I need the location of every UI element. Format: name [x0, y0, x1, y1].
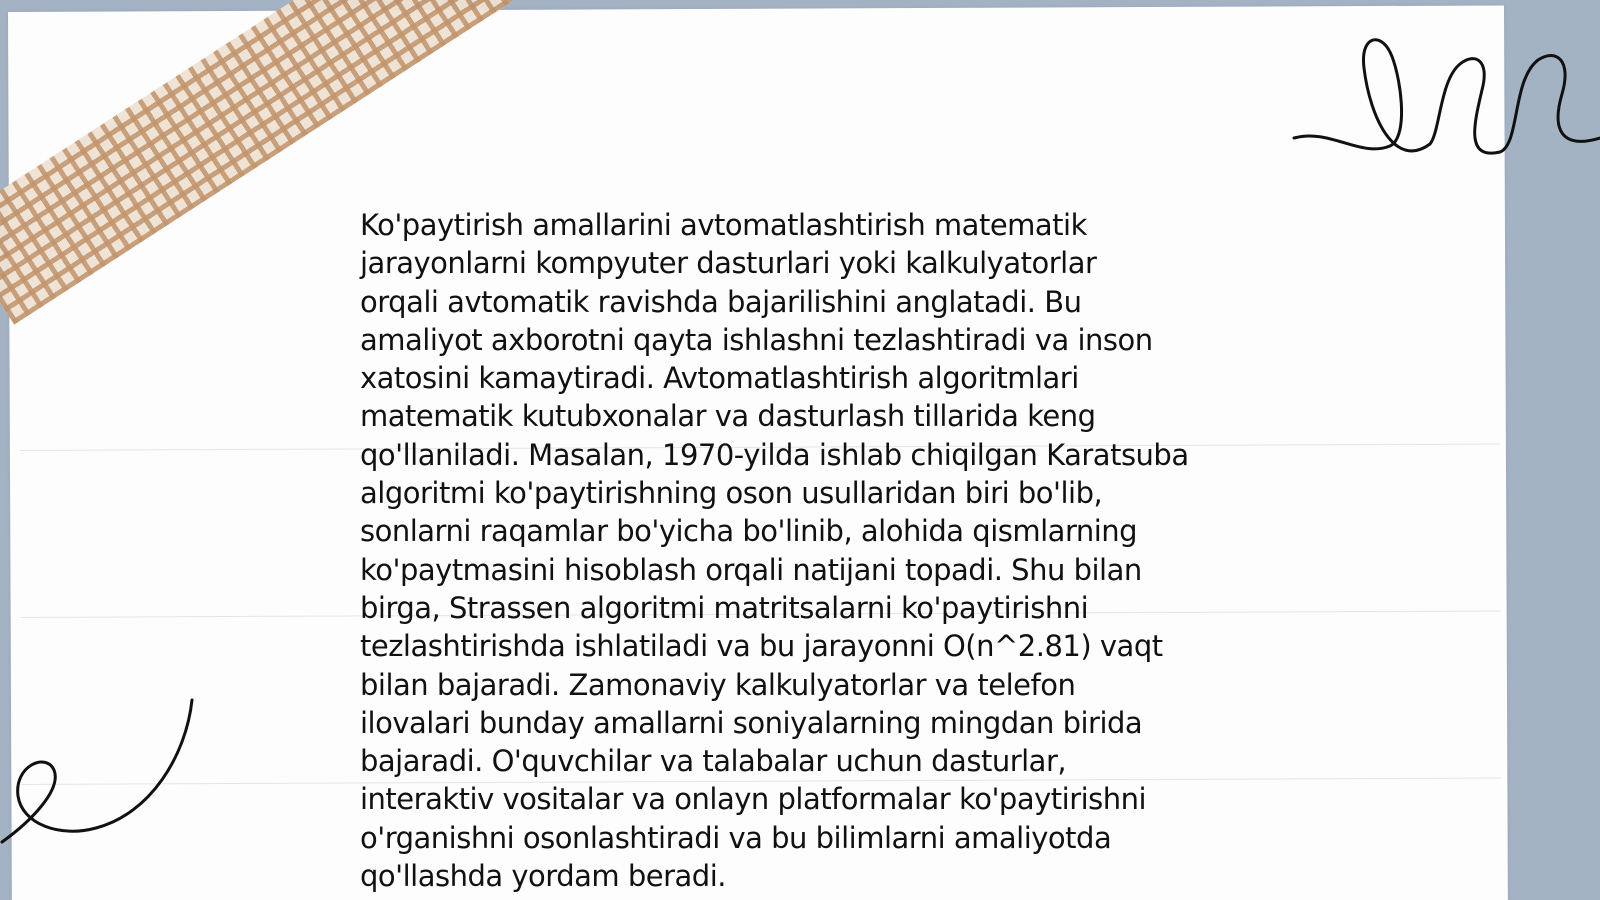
paragraph-line: bilan bajaradi. Zamonaviy kalkulyatorlar va telefon [360, 667, 1076, 702]
paragraph-line: orqali avtomatik ravishda bajarilishini anglatadi. Bu [360, 284, 1082, 319]
loop-scribble-top-right-icon [1290, 20, 1600, 170]
paragraph-line: qo'llashda yordam beradi. [360, 859, 726, 894]
paragraph-line: bajaradi. O'quvchilar va talabalar uchun dasturlar, [360, 744, 1067, 779]
paragraph-line: xatosini kamaytiradi. Avtomatlashtirish algoritmlari [360, 361, 1079, 396]
loop-scribble-bottom-left-icon [0, 696, 200, 850]
paragraph-line: o'rganishni osonlashtiradi va bu bilimlarni amaliyotda [360, 820, 1112, 855]
paragraph-line: birga, Strassen algoritmi matritsalarni ko'paytirishni [360, 590, 1089, 625]
paragraph-line: algoritmi ko'paytirishning oson usullaridan biri bo'lib, [360, 476, 1103, 511]
paragraph-line: ilovalari bunday amallarni soniyalarning mingdan birida [360, 705, 1143, 740]
paragraph-line: sonlarni raqamlar bo'yicha bo'linib, alohida qismlarning [360, 514, 1138, 549]
paragraph-line: matematik kutubxonalar va dasturlash tillarida keng [360, 399, 1096, 434]
paragraph-line: qo'llaniladi. Masalan, 1970-yilda ishlab chiqilgan Karatsuba [360, 437, 1189, 472]
paragraph-line: interaktiv vositalar va onlayn platformalar ko'paytirishni [360, 782, 1147, 817]
paragraph-line: Ko'paytirish amallarini avtomatlashtirish matematik [360, 208, 1087, 242]
paragraph-line: jarayonlarni kompyuter dasturlari yoki kalkulyatorlar [360, 246, 1097, 281]
paragraph-line: amaliyot axborotni qayta ishlashni tezlashtiradi va inson [360, 322, 1153, 357]
paragraph-line: tezlashtirishda ishlatiladi va bu jarayonni O(n^2.81) vaqt [360, 629, 1163, 664]
body-paragraph [360, 206, 1260, 895]
paragraph-line: ko'paytmasini hisoblash orqali natijani topadi. Shu bilan [360, 552, 1142, 587]
